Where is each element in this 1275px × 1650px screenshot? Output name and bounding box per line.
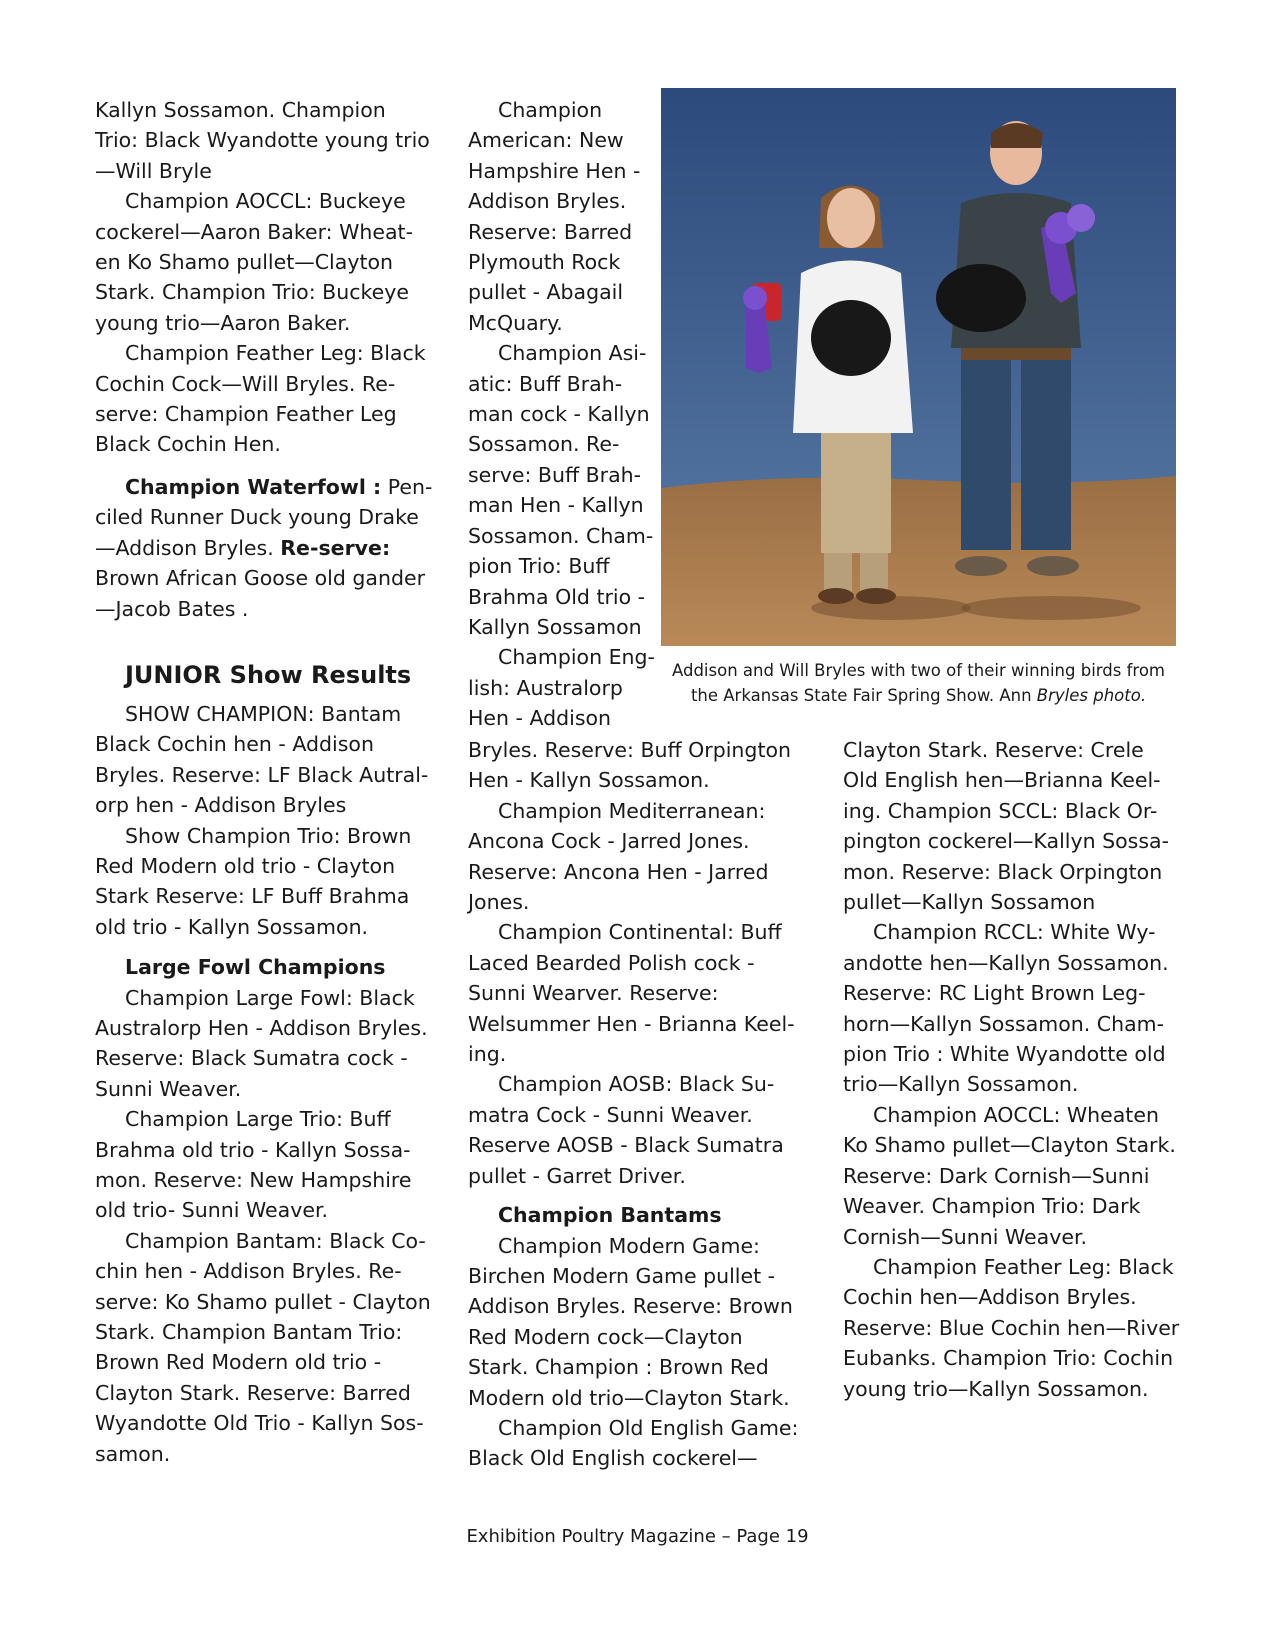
paragraph: Bryles. Reserve: Buff Orpington Hen - Kallyn Sossamon. xyxy=(468,738,792,793)
paragraph: SHOW CHAMPION: Bantam Black Cochin hen - Addison Bryles. Reserve: LF Black Autral-orp hen - Addison Bryles xyxy=(95,701,429,818)
junior-section-title: JUNIOR Show Results xyxy=(125,660,412,689)
spacer xyxy=(95,624,435,660)
paragraph: Champion American: New Hampshire Hen - Addison Bryles. Reserve: Barred Plymouth Rock pullet - Abagail McQuary. xyxy=(468,98,641,335)
caption-credit: Bryles photo. xyxy=(1036,686,1147,705)
paragraph: Champion Feather Leg: Black Cochin Cock—Will Bryles. Re-serve: Champion Feather Leg Black Cochin Hen. xyxy=(95,341,426,457)
exhibitors-photo xyxy=(661,88,1176,646)
paragraph: Champion Asi-atic: Buff Brah-man cock - Kallyn Sossamon. Re-serve: Buff Brah-man Hen - Kallyn Sossamon. Cham-pion Trio: Buff Brahma Old trio - Kallyn Sossamon xyxy=(468,341,654,639)
paragraph: Champion Feather Leg: Black Cochin hen—Addison Bryles. Reserve: Blue Cochin hen—River Eubanks. Champion Trio: Cochin young trio—Kallyn Sossamon. xyxy=(843,1254,1180,1401)
reserve-text: Brown African Goose old gander—Jacob Bates . xyxy=(95,566,426,621)
paragraph: Champion AOCCL: Wheaten Ko Shamo pullet—Clayton Stark. Reserve: Dark Cornish—Sunni Weaver. Champion Trio: Dark Cornish—Sunni Weaver. xyxy=(843,1102,1176,1249)
paragraph: Champion Large Trio: Buff Brahma old trio - Kallyn Sossa-mon. Reserve: New Hampshire old trio- Sunni Weaver. xyxy=(95,1107,412,1223)
column-2-bottom xyxy=(468,735,808,1474)
photo-caption xyxy=(661,658,1176,708)
paragraph: Champion RCCL: White Wy-andotte hen—Kallyn Sossamon. Reserve: RC Light Brown Leg-horn—Kallyn Sossamon. Cham-pion Trio : White Wyandotte old trio—Kallyn Sossamon. xyxy=(843,920,1169,1097)
page-footer: Exhibition Poultry Magazine – Page 19 xyxy=(466,1526,809,1547)
paragraph: Champion Large Fowl: Black Australorp Hen - Addison Bryles. Reserve: Black Sumatra cock - Sunni Weaver. xyxy=(95,985,428,1101)
paragraph: Kallyn Sossamon. Champion Trio: Black Wyandotte young trio—Will Bryle xyxy=(95,98,430,183)
caption-text: Addison and Will Bryles with two of their winning birds from the Arkansas State Fair Spring Show. Ann xyxy=(671,661,1166,705)
bantams-heading: Champion Bantams xyxy=(498,1203,722,1228)
paragraph: Champion Modern Game: Birchen Modern Game pullet - Addison Bryles. Reserve: Brown Red Modern cock—Clayton Stark. Champion : Brown Red Modern old trio—Clayton Stark. xyxy=(468,1233,793,1410)
paragraph: Show Champion Trio: Brown Red Modern old trio - Clayton Stark Reserve: LF Buff Brahma old trio - Kallyn Sossamon. xyxy=(95,823,412,939)
paragraph: Champion Old English Game: Black Old English cockerel— xyxy=(468,1415,799,1471)
waterfowl-text: Pen-ciled Runner Duck young Drake—Addison Bryles. xyxy=(95,474,433,560)
waterfowl-label: Champion Waterfowl : xyxy=(125,474,382,499)
paragraph: Champion AOCCL: Buckeye cockerel—Aaron Baker: Wheat-en Ko Shamo pullet—Clayton Stark. Champion Trio: Buckeye young trio—Aaron Baker. xyxy=(95,189,413,335)
paragraph: Champion Eng-lish: Australorp Hen - Addison xyxy=(468,645,655,731)
waterfowl-paragraph xyxy=(95,472,435,624)
paragraph: Champion Continental: Buff Laced Bearded Polish cock - Sunni Wearver. Reserve: Welsummer Hen - Brianna Keel-ing. xyxy=(468,920,795,1067)
paragraph: Champion Bantam: Black Co-chin hen - Addison Bryles. Re-serve: Ko Shamo pullet - Clayton Stark. Champion Bantam Trio: Brown Red Modern old trio - Clayton Stark. Reserve: Barred Wyandotte Old Trio - Kallyn Sos-samon. xyxy=(95,1228,431,1466)
column-1 xyxy=(95,95,435,1469)
paragraph: Clayton Stark. Reserve: Crele Old English hen—Brianna Keel-ing. Champion SCCL: Black Or-pington cockerel—Kallyn Sossa-mon. Reserve: Black Orpington pullet—Kallyn Sossamon xyxy=(843,738,1169,915)
paragraph: Champion AOSB: Black Su-matra Cock - Sunni Weaver. Reserve AOSB - Black Sumatra pullet - Garret Driver. xyxy=(468,1072,784,1188)
column-2-top xyxy=(468,95,658,734)
reserve-label: Re-serve: xyxy=(280,535,391,560)
column-3 xyxy=(843,735,1183,1404)
large-fowl-heading: Large Fowl Champions xyxy=(125,955,386,980)
paragraph: Champion Mediterranean: Ancona Cock - Jarred Jones. Reserve: Ancona Hen - Jarred Jones. xyxy=(468,798,769,915)
